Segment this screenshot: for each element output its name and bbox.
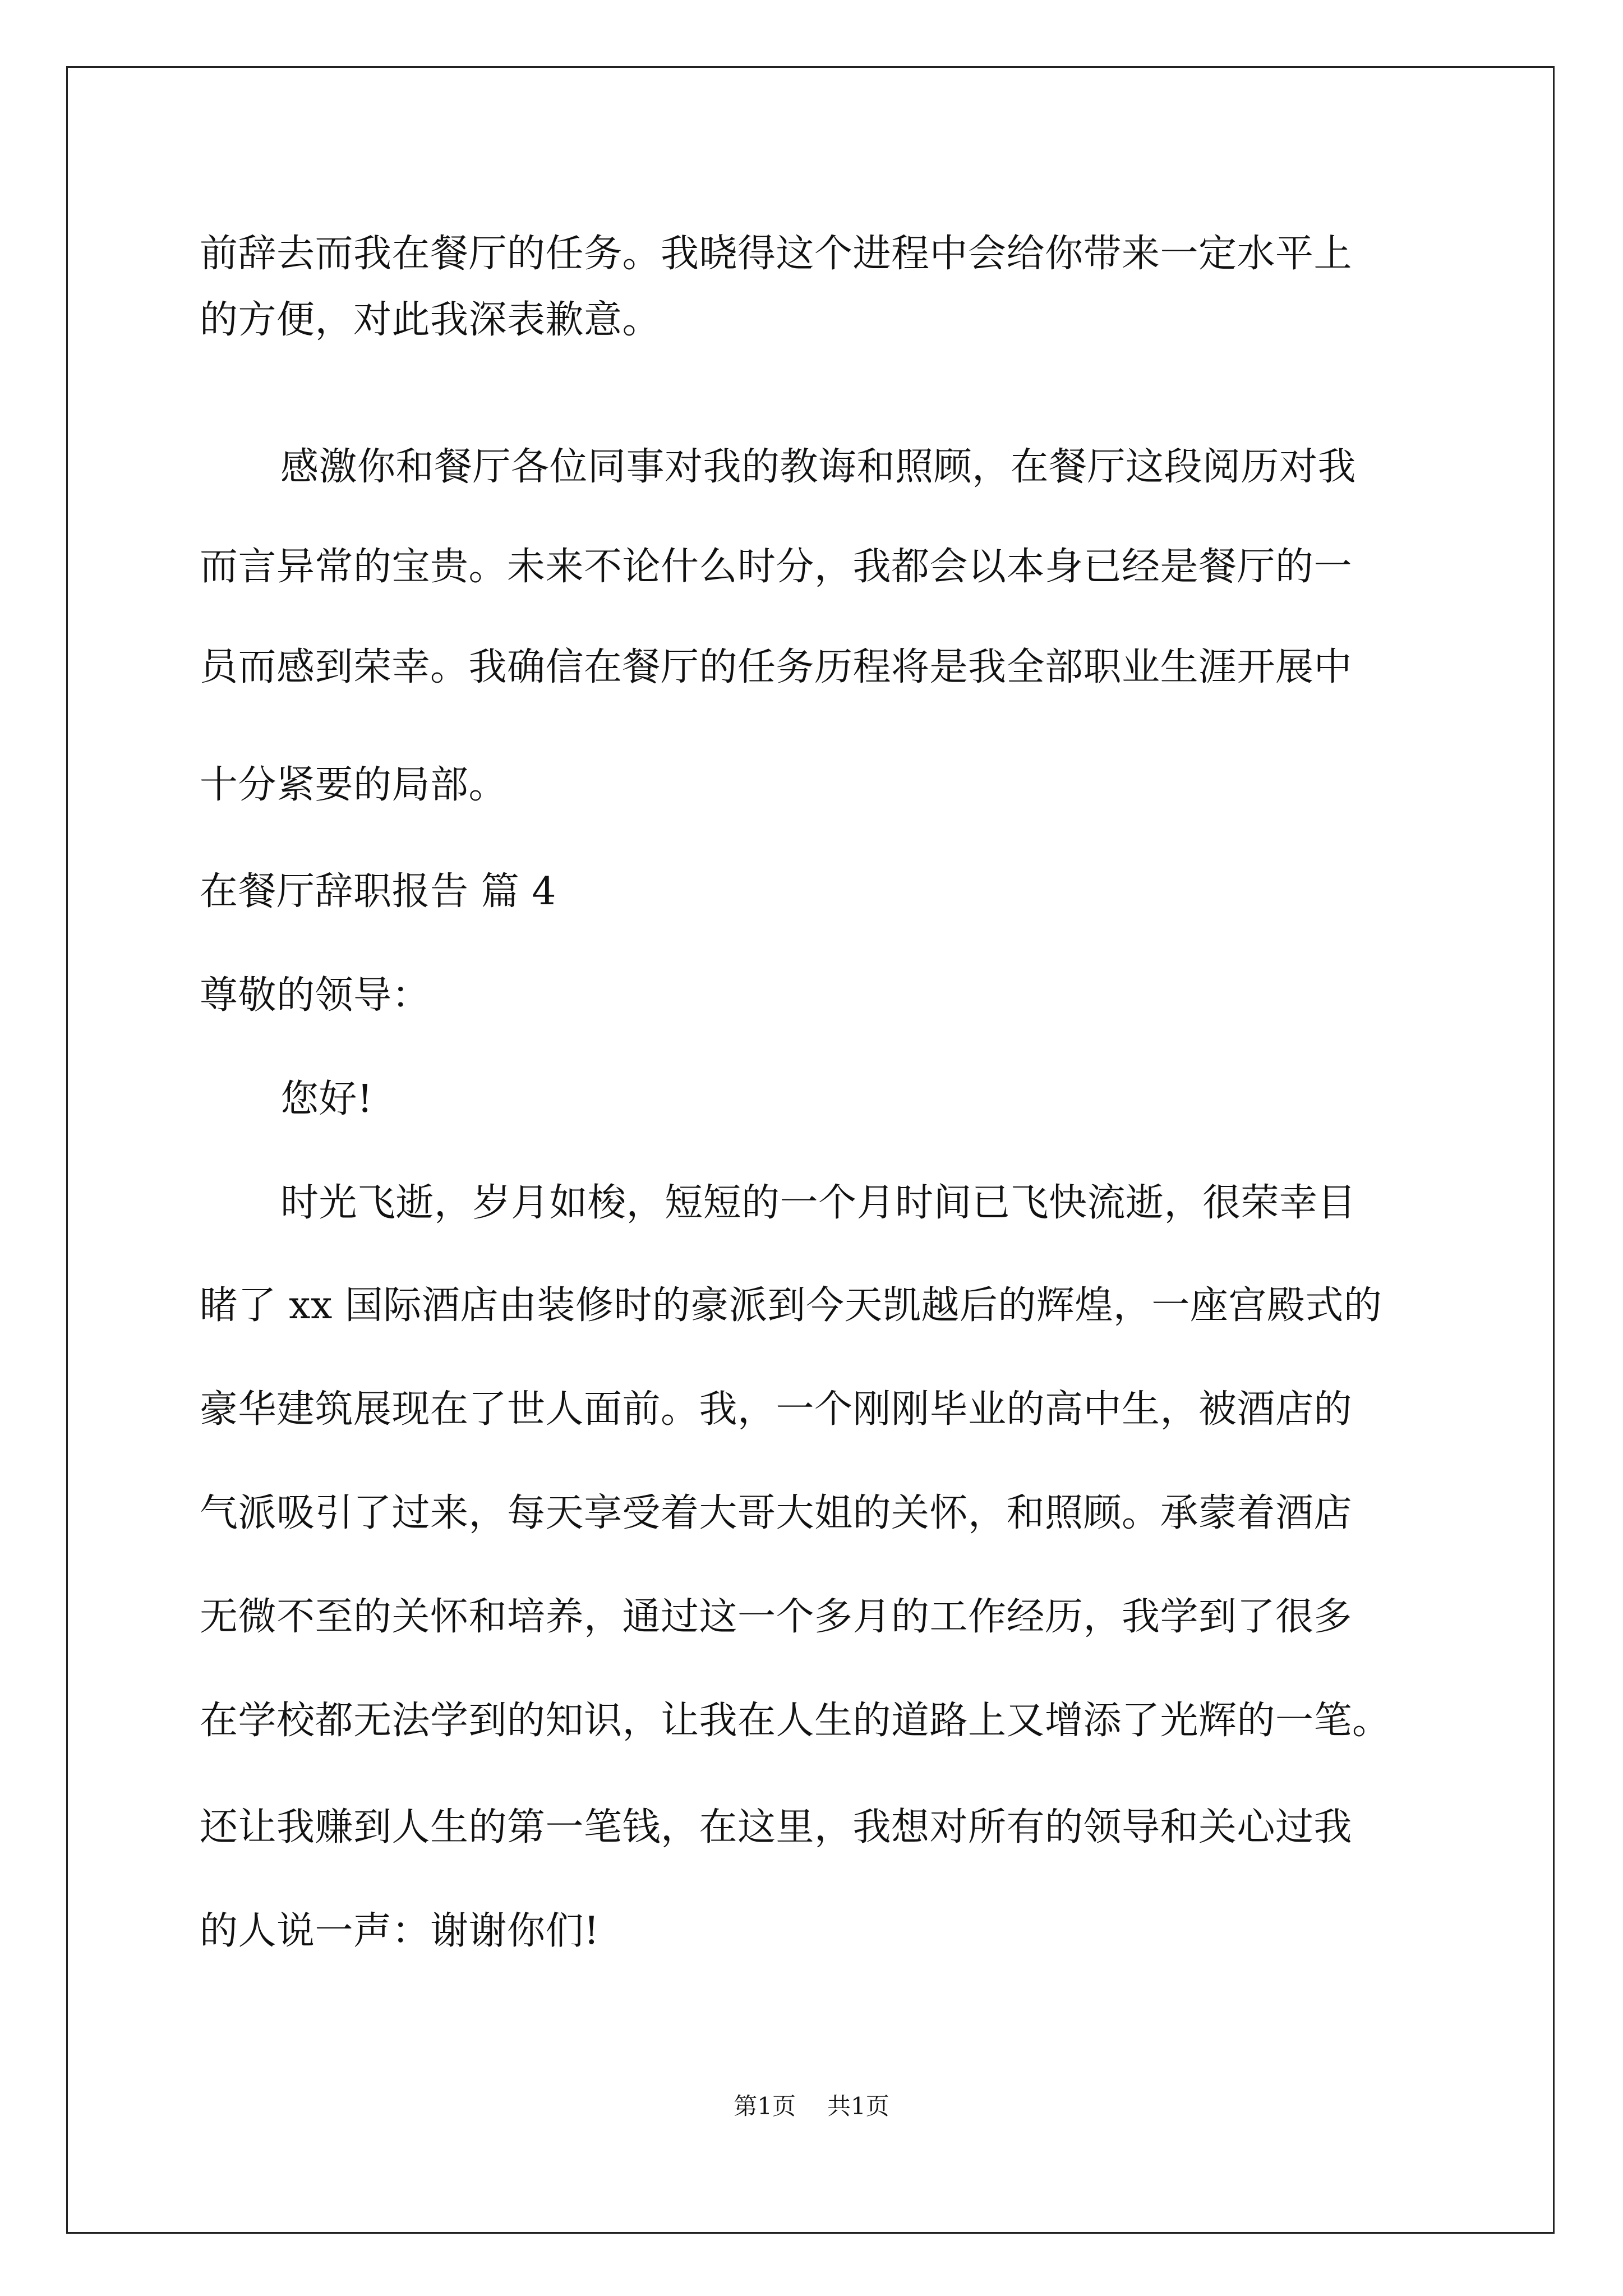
body-line: 豪华建筑展现在了世人面前。我，一个刚刚毕业的高中生，被酒店的 [200,1387,1353,1432]
body-line: 的方便，对此我深表歉意。 [200,298,661,342]
paragraph-start-line: 感激你和餐厅各位同事对我的教诲和照顾，在餐厅这段阅历对我 [280,445,1357,489]
salutation: 尊敬的领导： [200,973,431,1018]
body-line: 前辞去而我在餐厅的任务。我晓得这个进程中会给你带来一定水平上 [200,232,1353,276]
body-line: 员而感到荣幸。我确信在餐厅的任务历程将是我全部职业生涯开展中 [200,645,1353,689]
body-line: 无微不至的关怀和培养，通过这一个多月的工作经历，我学到了很多 [200,1595,1353,1639]
body-line: 睹了 xx 国际酒店由装修时的豪派到今天凯越后的辉煌，一座宫殿式的 [200,1283,1382,1328]
paragraph-start-line: 时光飞逝，岁月如梭，短短的一个月时间已飞快流逝，很荣幸目 [280,1181,1357,1225]
page-total: 共1页 [827,2092,889,2120]
page-number: 第1页 [734,2092,796,2120]
body-line: 十分紧要的局部。 [200,763,508,807]
body-line: 的人说一声：谢谢你们! [200,1909,600,1953]
body-line: 还让我赚到人生的第一笔钱，在这里，我想对所有的领导和关心过我 [200,1805,1353,1849]
greeting: 您好! [280,1077,373,1121]
section-heading: 在餐厅辞职报告 篇 4 [200,869,556,914]
body-line: 在学校都无法学到的知识，让我在人生的道路上又增添了光辉的一笔。 [200,1699,1391,1743]
body-line: 而言异常的宝贵。未来不论什么时分，我都会以本身已经是餐厅的一 [200,545,1353,589]
body-line: 气派吸引了过来，每天享受着大哥大姐的关怀，和照顾。承蒙着酒店 [200,1491,1353,1535]
page-footer [0,2090,1623,2123]
